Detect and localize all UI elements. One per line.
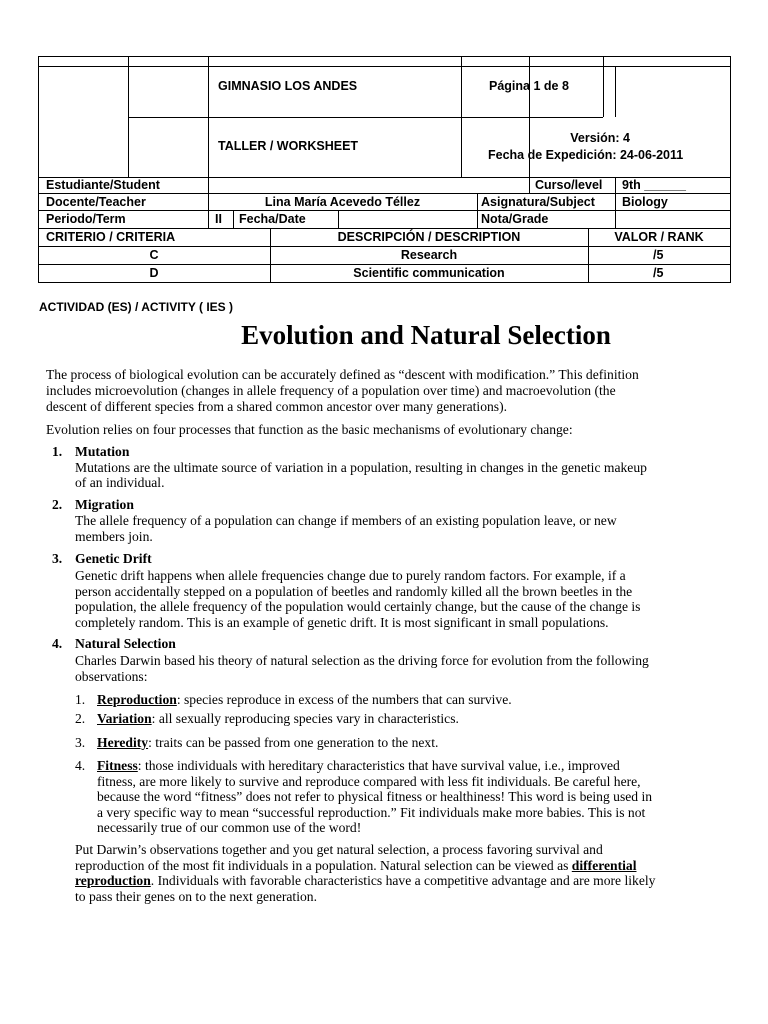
criteria-description: Scientific communication	[353, 266, 505, 280]
observation-definition: : those individuals with hereditary characteristics that have survival value, i.e., improved	[137, 758, 620, 773]
process-text: Charles Darwin based his theory of natural selection as the driving force for evolution from the following	[75, 653, 649, 668]
process-text: person accidentally stepped on a population of beetles and randomly killed all the brown beetles in the	[75, 584, 633, 599]
activity-label: ACTIVIDAD (ES) / ACTIVITY ( IES )	[39, 300, 234, 314]
process-text: population, the allele frequency of the population would certainly change, but the cause of the change is	[75, 599, 641, 614]
observation-definition: : traits can be passed from one generation to the next.	[148, 735, 439, 750]
table-rule	[38, 193, 731, 194]
table-rule	[128, 117, 603, 118]
process-text: of an individual.	[75, 475, 165, 490]
observation-text: because the word “fitness” does not refer to physical fitness or healthiness! This word is being used in	[97, 789, 653, 804]
key-term: reproduction	[75, 873, 151, 888]
term-label: Periodo/Term	[46, 212, 126, 226]
observation-text	[97, 735, 438, 751]
intro-line: The process of biological evolution can be accurately defined as “descent with modification.” This definition	[46, 367, 639, 382]
worksheet-label: TALLER / WORKSHEET	[218, 139, 359, 153]
conclusion-line	[75, 873, 655, 889]
observation-term: Fitness	[97, 758, 138, 773]
criteria-header: CRITERIO / CRITERIA	[46, 230, 176, 244]
process-heading: Mutation	[75, 444, 130, 459]
process-text: members join.	[75, 529, 153, 544]
criteria-code: D	[149, 266, 159, 280]
observation-number: 4.	[75, 758, 86, 773]
table-rule	[38, 282, 731, 283]
table-rule	[233, 210, 234, 228]
table-rule	[615, 66, 616, 117]
table-rule	[615, 177, 616, 228]
conclusion-text: reproduction of the most fit individuals in a population. Natural selection can be viewed as	[75, 858, 572, 873]
process-number: 4.	[52, 636, 63, 651]
school-name: GIMNASIO LOS ANDES	[218, 79, 358, 93]
observation-text	[97, 692, 512, 708]
course-value: 9th ______	[622, 178, 686, 192]
term-value: II	[215, 212, 222, 226]
student-label: Estudiante/Student	[46, 178, 160, 192]
observation-term: Heredity	[97, 735, 149, 750]
intro-line: includes microevolution (changes in allele frequency of a population over time) and macroevolution (the	[46, 383, 616, 398]
observation-number: 2.	[75, 711, 86, 726]
table-rule	[38, 264, 731, 265]
observation-number: 3.	[75, 735, 86, 750]
table-rule	[38, 210, 731, 211]
conclusion-line	[75, 858, 636, 874]
table-rule	[38, 66, 731, 67]
conclusion-line: Put Darwin’s observations together and you get natural selection, a process favoring survival and	[75, 842, 603, 857]
key-term: differential	[571, 858, 637, 873]
observation-term: Variation	[97, 711, 152, 726]
course-label: Curso/level	[535, 178, 603, 192]
process-heading: Migration	[75, 497, 134, 512]
page-title: Evolution and Natural Selection	[241, 320, 611, 350]
description-header: DESCRIPCIÓN / DESCRIPTION	[337, 230, 521, 244]
process-text: Mutations are the ultimate source of variation in a population, resulting in changes in the genetic makeup	[75, 460, 647, 475]
table-rule	[338, 210, 339, 228]
process-number: 2.	[52, 497, 63, 512]
table-rule	[38, 246, 731, 247]
table-rule	[128, 56, 129, 177]
date-label: Fecha/Date	[239, 212, 306, 226]
subject-value: Biology	[622, 195, 668, 209]
observation-term: Reproduction	[97, 692, 177, 707]
process-text: observations:	[75, 669, 148, 684]
process-number: 3.	[52, 551, 63, 566]
criteria-description: Research	[400, 248, 458, 262]
table-rule	[38, 228, 731, 229]
process-text: completely random. This is an example of genetic drift. It is most significant in small populations.	[75, 615, 609, 630]
process-text: The allele frequency of a population can change if members of an existing population leave, or new	[75, 513, 617, 528]
observation-definition: : species reproduce in excess of the numbers that can survive.	[176, 692, 512, 707]
table-rule	[208, 56, 209, 177]
intro-line: descent of different species from a shared common ancestor over many generations).	[46, 399, 508, 414]
criteria-rank: /5	[653, 266, 664, 280]
rank-header: VALOR / RANK	[614, 230, 704, 244]
version-label: Versión: 4	[570, 131, 630, 145]
observation-text	[97, 758, 620, 774]
table-rule	[603, 56, 604, 117]
table-rule	[38, 56, 731, 57]
process-heading: Genetic Drift	[75, 551, 152, 566]
grade-label: Nota/Grade	[481, 212, 549, 226]
table-rule	[477, 193, 478, 228]
criteria-code: C	[149, 248, 159, 262]
observation-text	[97, 711, 459, 727]
observation-text: a very specific way to mean “successful reproduction.” Fit individuals make more babies. This is not	[97, 805, 646, 820]
observation-number: 1.	[75, 692, 86, 707]
observation-definition: : all sexually reproducing species vary in characteristics.	[151, 711, 459, 726]
conclusion-line: to pass their genes on to the next generation.	[75, 889, 317, 904]
observation-text: necessarily true of our common use of the word!	[97, 820, 362, 835]
table-rule	[730, 56, 731, 283]
processes-intro: Evolution relies on four processes that function as the basic mechanisms of evolutionary change:	[46, 422, 573, 437]
observation-text: fitness, are more likely to survive and reproduce compared with less fit individuals. Be careful here,	[97, 774, 641, 789]
process-heading: Natural Selection	[75, 636, 176, 651]
process-text: Genetic drift happens when allele frequencies change due to purely random factors. For example, if a	[75, 568, 626, 583]
conclusion-text: . Individuals with favorable characteristics have a competitive advantage and are more likely	[150, 873, 656, 888]
teacher-value: Lina María Acevedo Téllez	[264, 195, 421, 209]
page-indicator: Página 1 de 8	[489, 79, 569, 93]
table-rule	[529, 177, 530, 194]
teacher-label: Docente/Teacher	[46, 195, 146, 209]
criteria-rank: /5	[653, 248, 664, 262]
subject-label: Asignatura/Subject	[481, 195, 595, 209]
issue-date: Fecha de Expedición: 24-06-2011	[488, 148, 684, 162]
process-number: 1.	[52, 444, 63, 459]
table-rule	[461, 56, 462, 177]
